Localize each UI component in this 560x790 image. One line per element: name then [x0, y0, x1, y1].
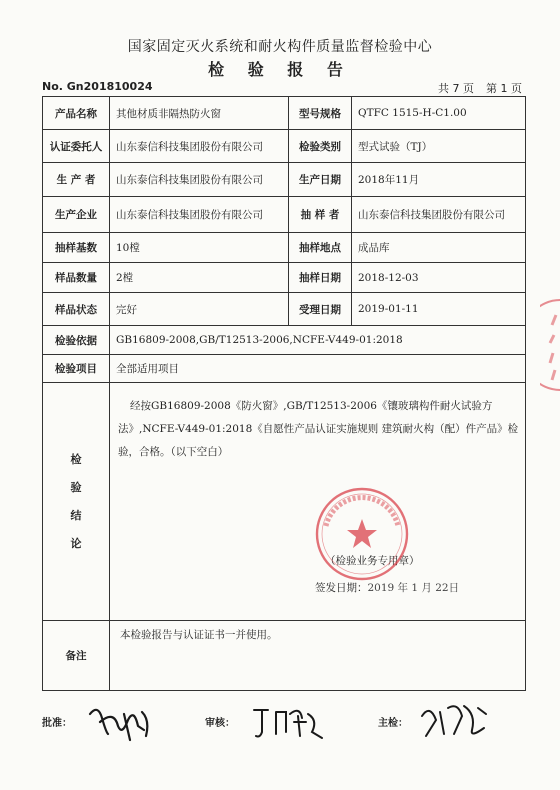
official-seal-icon: [314, 486, 410, 582]
remarks-text: 本检验报告与认证证书一并使用。: [120, 629, 278, 641]
field-value: 山东泰信科技集团股份有限公司: [110, 130, 289, 163]
table-row: [43, 326, 526, 355]
field-value: 山东泰信科技集团股份有限公司: [110, 197, 289, 233]
basis-value: GB16809-2008,GB/T12513-2006,NCFE-V449-01:2018: [110, 326, 526, 355]
field-label: 型号规格: [289, 97, 352, 130]
table-row: [43, 355, 526, 383]
conclusion-text: 经按GB16809-2008《防火窗》,GB/T12513-2006《镶玻璃构件耐火试验方法》,NCFE-V449-01:2018《自愿性产品认证实施规则 建筑耐火构（配）件产品》检验，合格。（以下空白）: [118, 400, 519, 458]
field-label: 抽样基数: [43, 233, 110, 263]
table-row: [43, 383, 526, 621]
inspector-signature-icon: [414, 698, 492, 744]
table-row: [43, 130, 526, 163]
report-table: [42, 96, 526, 691]
report-title: 检 验 报 告: [208, 60, 352, 79]
page-number: 第 1 页: [486, 82, 522, 95]
field-value: 成品库: [352, 233, 526, 263]
organization-name: 国家固定灭火系统和耐火构件质量监督检验中心: [127, 39, 433, 55]
edge-stamp-icon: [540, 295, 560, 395]
field-label: 样品状态: [43, 293, 110, 326]
field-label: 认证委托人: [43, 130, 110, 163]
table-row: [43, 293, 526, 326]
field-value: 10樘: [110, 233, 289, 263]
table-row: [43, 233, 526, 263]
field-value: 型式试验（TJ）: [352, 130, 526, 163]
conclusion-label-chars: 检 验 结 论: [70, 452, 82, 550]
reviewer-signature-icon: [248, 702, 328, 742]
table-row: [43, 163, 526, 197]
field-label: 产品名称: [43, 97, 110, 130]
sign-date-value: 2019 年 1 月 22日: [367, 582, 460, 594]
approver-signature-icon: [84, 700, 156, 744]
remarks-label: 备注: [43, 621, 110, 691]
sign-date-label: 签发日期：: [315, 582, 368, 594]
report-number: No. Gn201810024: [42, 80, 153, 93]
field-label: 生产企业: [43, 197, 110, 233]
footer-signatures: [0, 708, 560, 748]
field-label: 生 产 者: [43, 163, 110, 197]
field-label: 抽 样 者: [289, 197, 352, 233]
field-value: QTFC 1515-H-C1.00: [352, 97, 526, 130]
sign-date: [315, 580, 459, 595]
items-label: 检验项目: [43, 355, 110, 383]
field-label: 抽样地点: [289, 233, 352, 263]
field-value: 2018-12-03: [352, 263, 526, 293]
table-row: [43, 97, 526, 130]
main-inspector-label: 主检：: [378, 718, 408, 729]
table-row: [43, 197, 526, 233]
field-value: 2樘: [110, 263, 289, 293]
approve-label: 批准：: [42, 718, 72, 729]
total-pages: 共 7 页: [438, 82, 474, 95]
field-value: 其他材质非隔热防火窗: [110, 97, 289, 130]
field-value: 2019-01-11: [352, 293, 526, 326]
field-label: 样品数量: [43, 263, 110, 293]
field-value: 2018年11月: [352, 163, 526, 197]
field-label: 生产日期: [289, 163, 352, 197]
conclusion-label: [43, 383, 110, 621]
field-value: 山东泰信科技集团股份有限公司: [110, 163, 289, 197]
basis-label: 检验依据: [43, 326, 110, 355]
remarks-cell: [110, 621, 526, 691]
table-row: [43, 621, 526, 691]
field-label: 检验类别: [289, 130, 352, 163]
field-value: 山东泰信科技集团股份有限公司: [352, 197, 526, 233]
field-label: 受理日期: [289, 293, 352, 326]
review-label: 审核：: [205, 718, 235, 729]
seal-label: （检验业务专用章）: [325, 555, 420, 567]
table-row: [43, 263, 526, 293]
page-info: [438, 80, 522, 96]
field-value: 完好: [110, 293, 289, 326]
field-label: 抽样日期: [289, 263, 352, 293]
items-value: 全部适用项目: [110, 355, 526, 383]
